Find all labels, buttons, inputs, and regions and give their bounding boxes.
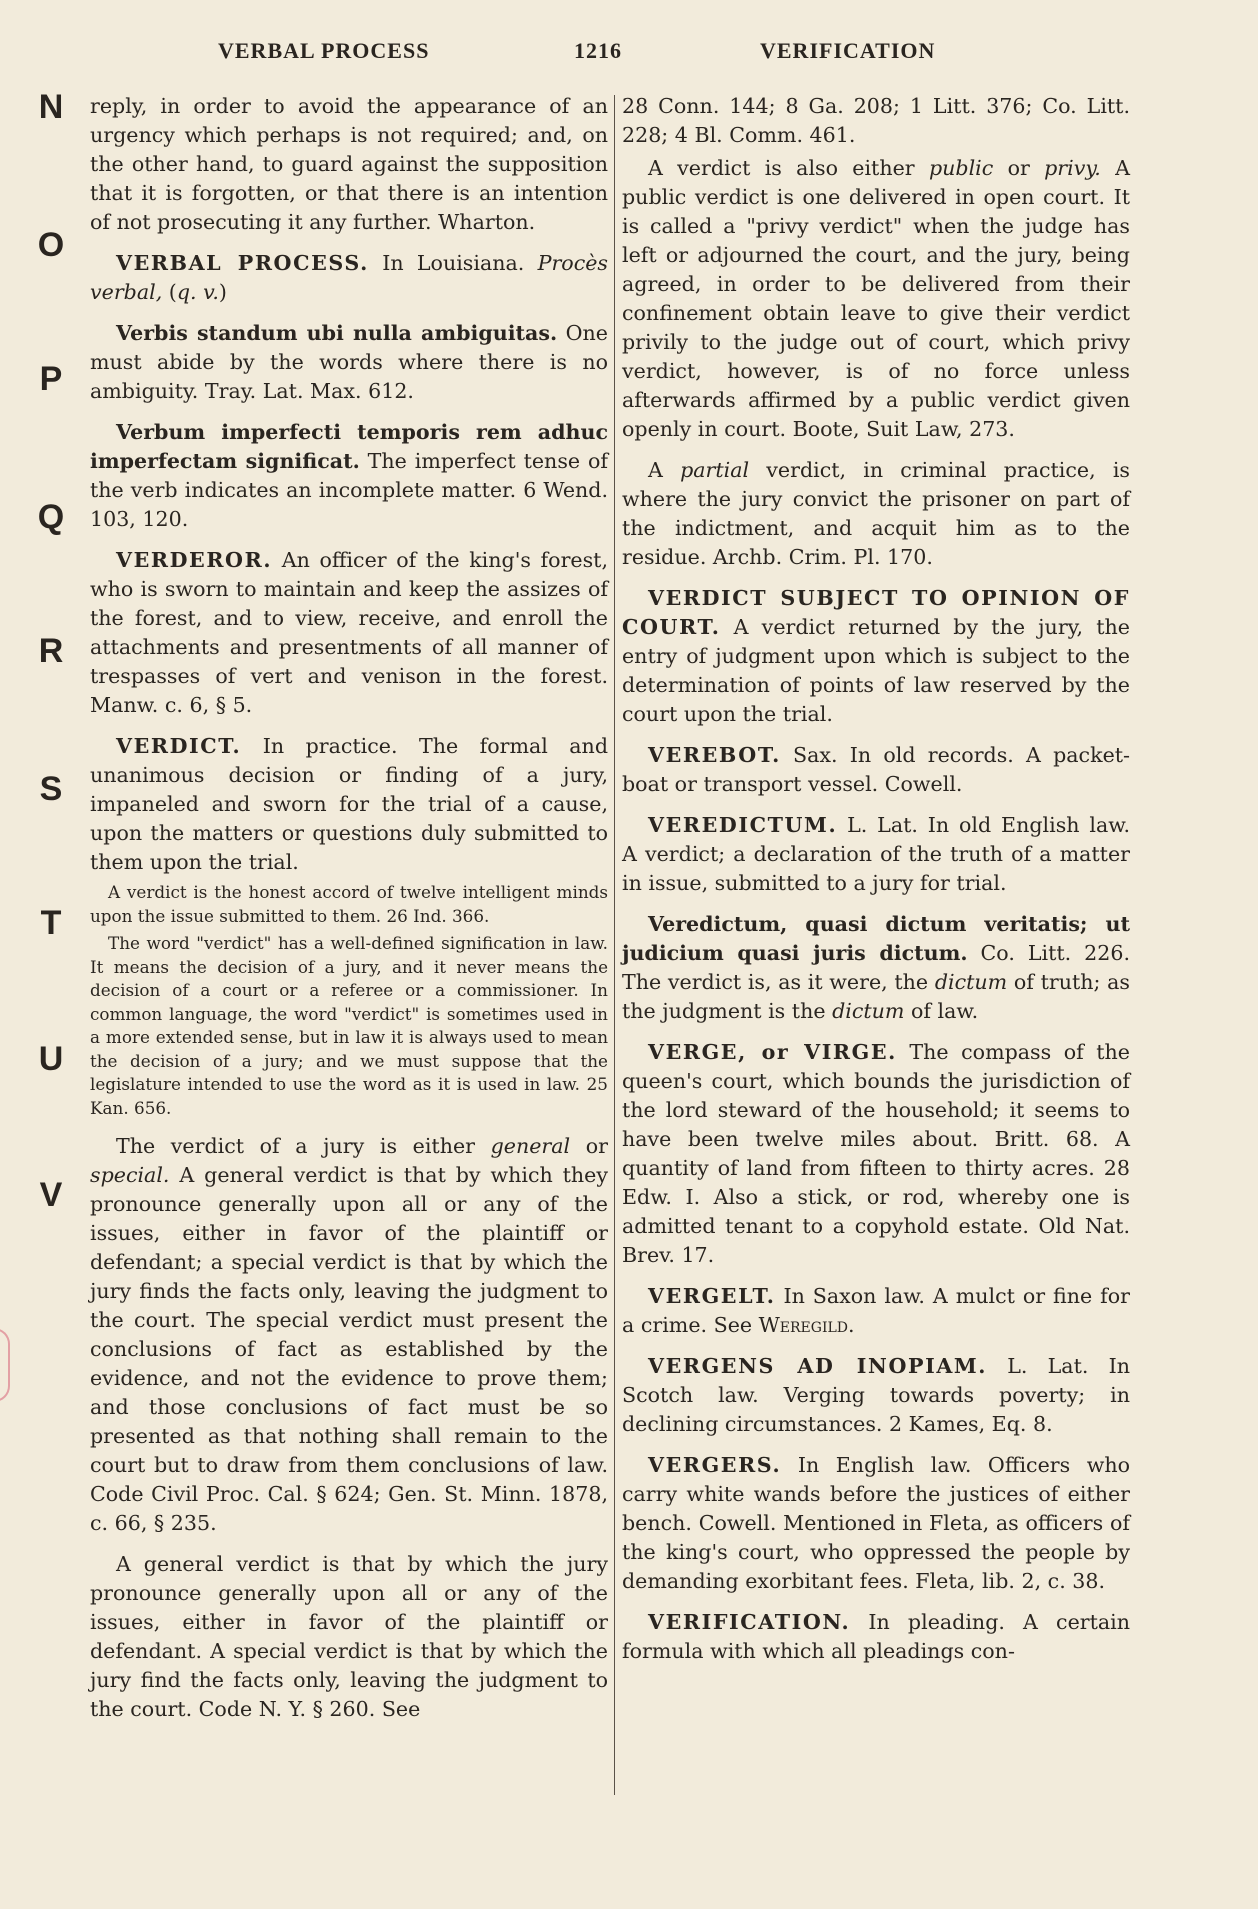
entry-text: An officer of the king's forest, who is sworn to maintain and keep the assizes of the forest, and to view, receive, and enroll the attachments and presentments of all manner of trespasses of vert and venison in the forest. Manw. c. 6, § 5.	[90, 548, 608, 717]
italic-term: general	[490, 1134, 571, 1158]
entry-text: In pleading. A certain formula with which all pleadings con-	[622, 1610, 1130, 1663]
entry-text: or	[993, 156, 1045, 180]
entry-verbum-imperfecti	[90, 418, 608, 534]
headword: VERDICT SUBJECT TO OPINION OF COURT.	[622, 586, 1130, 639]
thumb-letter-o[interactable]: O	[37, 226, 65, 264]
headword: VEREBOT.	[648, 743, 781, 767]
entry-verbal-process	[90, 249, 608, 307]
headword: VERIFICATION.	[648, 1610, 851, 1634]
italic-term: Procès verbal,	[90, 251, 608, 304]
italic-term: public	[928, 156, 994, 180]
entry-text: In Louisiana.	[368, 251, 538, 275]
entry-text: Co. Litt. 226. The verdict is, as it were, the	[622, 941, 1130, 994]
verdict-note-2: The word "verdict" has a well-defined signification in law. It means the decision of a jury, and it never means the decision of a court or a referee or a commissioner. In common language, the word "verdict" is sometimes used in a more extended sense, but in law it is always used to mean the decision of a jury; and we must suppose that the legislature intended to use the word as it is used in law. 25 Kan. 656.	[90, 933, 608, 1118]
headword: VERGE, or VIRGE.	[648, 1040, 897, 1064]
entry-verebot	[622, 741, 1130, 799]
entry-veredictum	[622, 811, 1130, 898]
thumb-letter-s[interactable]: S	[39, 770, 63, 808]
thumb-letter-u[interactable]: U	[38, 1040, 64, 1078]
italic-term: dictum	[934, 970, 1008, 994]
entry-text: The imperfect tense of the verb indicates an incomplete matter. 6 Wend. 103, 120.	[90, 449, 608, 531]
entry-text: In English law. Officers who carry white wands before the justices of either bench. Cowell. Mentioned in Fleta, as officers of the king's court, who oppressed the people by demanding exorbitant fees. Fleta, lib. 2, c. 38.	[622, 1453, 1130, 1593]
entry-text: L. Lat. In old English law. A verdict; a declaration of the truth of a matter in issue, submitted to a jury for trial.	[622, 813, 1130, 895]
maxim-headword: Verbis standum ubi nulla ambiguitas.	[116, 321, 558, 345]
entry-text: Sax. In old records. A packet-boat or transport vessel. Cowell.	[622, 743, 1130, 796]
entry-text: A general verdict is that by which the jury pronounce generally upon all or any of the issues, either in favor of the plaintiff or defendant. A special verdict is that by which the jury find the facts only, leaving the judgment to the court. Code N. Y. § 260. See	[90, 1552, 608, 1721]
entry-text: A verdict returned by the jury, the entry of judgment upon which is subject to the determination of points of law reserved by the court upon the trial.	[622, 615, 1130, 726]
entry-text: verdict, in criminal practice, is where the jury convict the prisoner on part of the indictment, and acquit him as to the residue. Archb. Crim. Pl. 170.	[622, 458, 1130, 569]
entry-verge	[622, 1038, 1130, 1270]
italic-term: dictum	[832, 999, 905, 1023]
entry-text: 28 Conn. 144; 8 Ga. 208; 1 Litt. 376; Co. Litt. 228; 4 Bl. Comm. 461.	[622, 94, 1130, 147]
entry-text: One must abide by the words where there is no ambiguity. Tray. Lat. Max. 612.	[90, 321, 608, 403]
entry-text: L. Lat. In Scotch law. Verging towards poverty; in declining circumstances. 2 Kames, Eq. 8.	[622, 1354, 1130, 1436]
thumb-letter-p[interactable]: P	[39, 360, 63, 398]
italic-term: partial	[680, 458, 750, 482]
thumb-letter-q[interactable]: Q	[37, 498, 65, 536]
entry-text: A verdict is also either	[648, 156, 929, 180]
entry-text: A public verdict is one delivered in open court. It is called a "privy verdict" when the judge has left or adjourned the court, and the jury, being agreed, in order to be delivered from their confinement obtain leave to give their verdict privily to the judge out of court, which privy verdict, however, is of no force unless afterwards affirmed by a public verdict given openly in court. Boote, Suit Law, 273.	[622, 156, 1130, 441]
entry-continuation	[90, 92, 608, 237]
verdict-partial	[622, 456, 1130, 572]
headword: VERDEROR.	[116, 548, 273, 572]
verdict-general-special	[90, 1132, 608, 1538]
header-left-term: VERBAL PROCESS	[218, 38, 430, 63]
entry-text: of law.	[904, 999, 979, 1023]
column-divider	[614, 95, 615, 1795]
entry-verification	[622, 1608, 1130, 1666]
header-right-term: VERIFICATION	[760, 38, 936, 63]
italic-term: special.	[90, 1163, 170, 1187]
verdict-note-1: A verdict is the honest accord of twelve intelligent minds upon the issue submitted to them. 26 Ind. 366.	[90, 882, 608, 926]
headword: VERGENS AD INOPIAM.	[648, 1354, 988, 1378]
headword: VEREDICTUM.	[648, 813, 838, 837]
cross-reference: q. v.	[176, 280, 219, 304]
maxim-headword: Verbum imperfecti temporis rem adhuc imperfectam significat.	[90, 420, 608, 473]
citation-continuation	[622, 92, 1130, 150]
entry-text: of truth; as the judgment is the	[622, 970, 1130, 1023]
entry-text: )	[218, 280, 227, 304]
entry-verbis-standum	[90, 319, 608, 406]
entry-text: The compass of the queen's court, which bounds the jurisdiction of the lord steward of the household; it seems to have been twelve miles about. Britt. 68. A quantity of land from fifteen to thirty acres. 28 Edw. I. Also a stick, or rod, whereby one is admitted tenant to a copyhold estate. Old Nat. Brev. 17.	[622, 1040, 1130, 1267]
entry-vergelt	[622, 1282, 1130, 1340]
entry-text: reply, in order to avoid the appearance of an urgency which perhaps is not required; and, on the other hand, to guard against the supposition that it is forgotten, or that there is an intention of not prosecuting it any further. Wharton.	[90, 94, 608, 234]
thumb-letter-r[interactable]: R	[38, 632, 64, 670]
entry-vergers	[622, 1451, 1130, 1596]
maxim-headword: Veredictum, quasi dictum veritatis; ut judicium quasi juris dictum.	[622, 912, 1130, 965]
entry-text: In Saxon law. A mulct or fine for a crime. See	[622, 1284, 1130, 1337]
running-header	[0, 38, 1258, 70]
entry-text: A general verdict is that by which they pronounce generally upon all or any of the issues, either in favor of the plaintiff or defendant; a special verdict is that by which the jury finds the facts only, leaving the judgment to the court. The special verdict must present the conclusions of fact as established by the evidence, and not the evidence to prove them; and those conclusions of fact must be so presented as that nothing shall remain to the court but to draw from them conclusions of law. Code Civil Proc. Cal. § 624; Gen. St. Minn. 1878, c. 66, § 235.	[90, 1163, 608, 1535]
entry-verdict-subject-to-opinion	[622, 584, 1130, 729]
entry-verderor	[90, 546, 608, 720]
entry-vergens-ad-inopiam	[622, 1352, 1130, 1439]
left-column	[90, 92, 608, 1736]
verdict-general-definition	[90, 1550, 608, 1724]
entry-text: The verdict of a jury is either	[116, 1134, 491, 1158]
verdict-public-privy	[622, 154, 1130, 444]
entry-text: or	[570, 1134, 608, 1158]
entry-verdict	[90, 732, 608, 877]
headword: VERGERS.	[648, 1453, 782, 1477]
headword: VERGELT.	[648, 1284, 776, 1308]
right-column	[622, 92, 1130, 1678]
page-number: 1216	[574, 38, 622, 63]
entry-text: In practice. The formal and unanimous decision or finding of a jury, impaneled and sworn for the trial of a cause, upon the matters or questions duly submitted to them upon the trial.	[90, 734, 608, 874]
thumb-letter-t[interactable]: T	[40, 904, 62, 942]
italic-term: privy.	[1044, 156, 1101, 180]
headword: VERBAL PROCESS.	[116, 251, 369, 275]
cross-reference[interactable]: Weregild.	[758, 1313, 855, 1337]
thumb-letter-n[interactable]: N	[38, 88, 64, 126]
entry-text: (	[162, 280, 177, 304]
thumb-letter-v[interactable]: V	[39, 1176, 63, 1214]
entry-text: A	[648, 458, 681, 482]
binding-hole-mark	[0, 1328, 10, 1402]
headword: VERDICT.	[116, 734, 242, 758]
entry-veredictum-maxim	[622, 910, 1130, 1026]
